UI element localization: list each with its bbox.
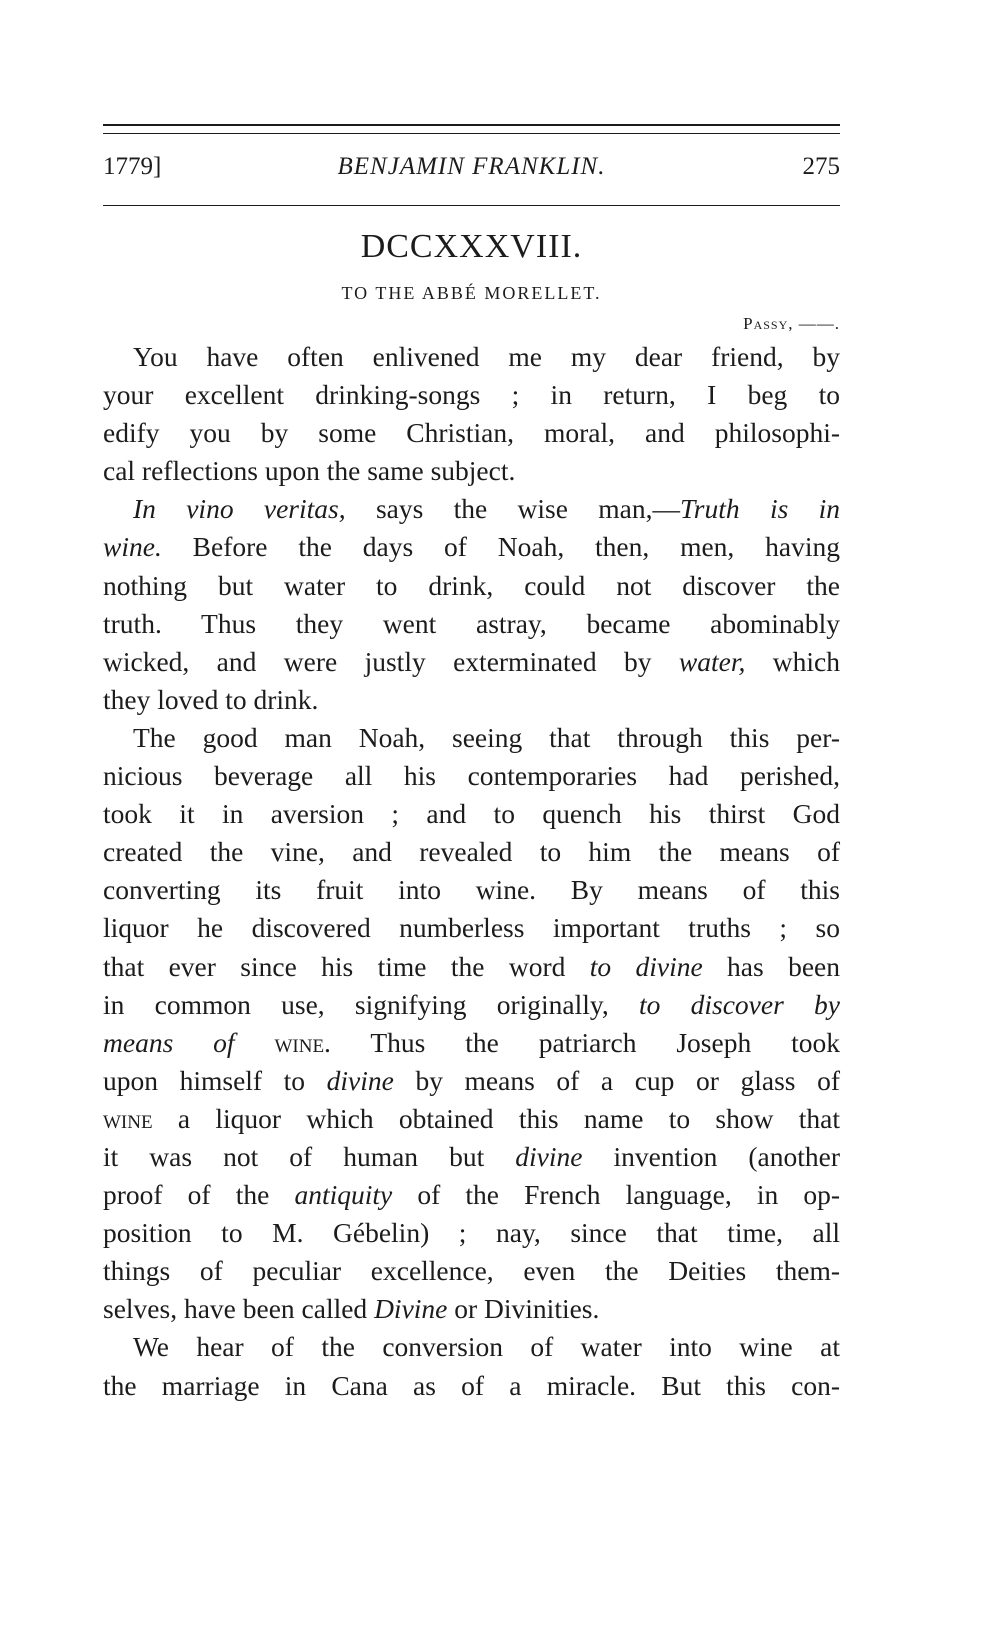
text-line: nothing but water to drink, could not discover the bbox=[103, 569, 840, 601]
text-line: nicious beverage all his contemporaries had perished, bbox=[103, 760, 840, 792]
header-underline-rule bbox=[103, 205, 840, 206]
text-span: by means of a cup or glass of bbox=[393, 1064, 840, 1096]
text-span: or Divinities. bbox=[447, 1293, 600, 1325]
text-span: selves, have been called bbox=[103, 1293, 375, 1325]
place-dash: ——. bbox=[798, 314, 840, 333]
text-line bbox=[103, 643, 840, 681]
text-span: which bbox=[745, 645, 840, 677]
top-double-rule-lower bbox=[103, 133, 840, 134]
text-span: says the wise man,— bbox=[345, 493, 680, 525]
text-span: Thus the patriarch Joseph took bbox=[330, 1026, 840, 1058]
text-line: took it in aversion ; and to quench his thirst God bbox=[103, 798, 840, 830]
emphasis-word: to discover by bbox=[638, 988, 840, 1020]
running-head-year: 1779] bbox=[103, 153, 162, 180]
emphasis-word: Divine bbox=[374, 1293, 448, 1325]
text-span: that ever since his time the word bbox=[103, 950, 590, 982]
text-line: your excellent drinking-songs ; in return, I beg to bbox=[103, 379, 840, 411]
text-line: You have often enlivened me my dear friend, by bbox=[133, 341, 840, 372]
text-span: Before the days of Noah, then, men, having bbox=[161, 531, 840, 563]
place-name: Passy, bbox=[743, 314, 794, 333]
emphasis-word: divine bbox=[515, 1140, 583, 1172]
text-line bbox=[103, 1176, 840, 1214]
text-line bbox=[103, 986, 840, 1024]
emphasis-word: to divine bbox=[589, 950, 703, 982]
text-span: a liquor which obtained this name to show that bbox=[152, 1102, 840, 1134]
text-span bbox=[235, 1027, 275, 1058]
top-double-rule-upper bbox=[103, 124, 840, 126]
text-line: things of peculiar excellence, even the Deities them- bbox=[103, 1255, 840, 1287]
emphasis-word: antiquity bbox=[294, 1179, 393, 1211]
text-line: We hear of the conversion of water into wine at bbox=[133, 1331, 840, 1363]
text-span: invention (another bbox=[582, 1140, 840, 1172]
text-line bbox=[103, 1100, 840, 1138]
text-line: cal reflections upon the same subject. bbox=[103, 455, 516, 487]
text-line bbox=[103, 1062, 840, 1100]
text-span: wicked, and were justly exterminated by bbox=[103, 645, 679, 677]
small-caps-word: wine. bbox=[274, 1026, 331, 1058]
text-line: position to M. Gébelin) ; nay, since that time, all bbox=[103, 1217, 840, 1249]
text-line: truth. Thus they went astray, became abominably bbox=[103, 607, 840, 639]
text-line bbox=[103, 490, 840, 528]
running-head bbox=[103, 153, 840, 189]
translation-phrase-end: wine. bbox=[103, 531, 162, 563]
text-line: converting its fruit into wine. By means of this bbox=[103, 874, 840, 906]
emphasis-word: divine bbox=[326, 1064, 394, 1096]
text-line: liquor he discovered numberless important truths ; so bbox=[103, 912, 840, 944]
text-line bbox=[103, 948, 840, 986]
translation-phrase: Truth is in bbox=[680, 493, 840, 525]
page-number: 275 bbox=[802, 153, 840, 180]
text-line: they loved to drink. bbox=[103, 683, 319, 715]
emphasis-word: means of bbox=[103, 1026, 235, 1058]
text-span: in common use, signifying originally, bbox=[103, 988, 639, 1020]
text-span: has been bbox=[702, 950, 840, 982]
text-line bbox=[103, 528, 840, 566]
text-line bbox=[103, 1290, 840, 1328]
letter-place bbox=[743, 314, 840, 334]
text-line: The good man Noah, seeing that through this per- bbox=[133, 721, 840, 753]
text-line bbox=[103, 1138, 840, 1176]
latin-phrase: In vino veritas, bbox=[133, 493, 346, 525]
text-span: it was not of human but bbox=[103, 1140, 516, 1172]
text-span: upon himself to bbox=[103, 1064, 327, 1096]
emphasis-word: water, bbox=[678, 645, 746, 677]
text-line: edify you by some Christian, moral, and philosophi- bbox=[103, 417, 840, 449]
text-span: proof of the bbox=[103, 1179, 295, 1211]
letter-recipient: TO THE ABBÉ MORELLET. bbox=[341, 283, 602, 303]
text-line: the marriage in Cana as of a miracle. But this con- bbox=[103, 1369, 840, 1401]
running-head-title: BENJAMIN FRANKLIN. bbox=[337, 153, 606, 180]
text-line bbox=[103, 1024, 840, 1062]
text-line: created the vine, and revealed to him the means of bbox=[103, 836, 840, 868]
text-span: of the French language, in op- bbox=[392, 1179, 840, 1211]
small-caps-word: wine bbox=[103, 1102, 153, 1134]
letter-number: DCCXXXVIII. bbox=[360, 228, 583, 265]
letter-body bbox=[103, 338, 840, 1405]
